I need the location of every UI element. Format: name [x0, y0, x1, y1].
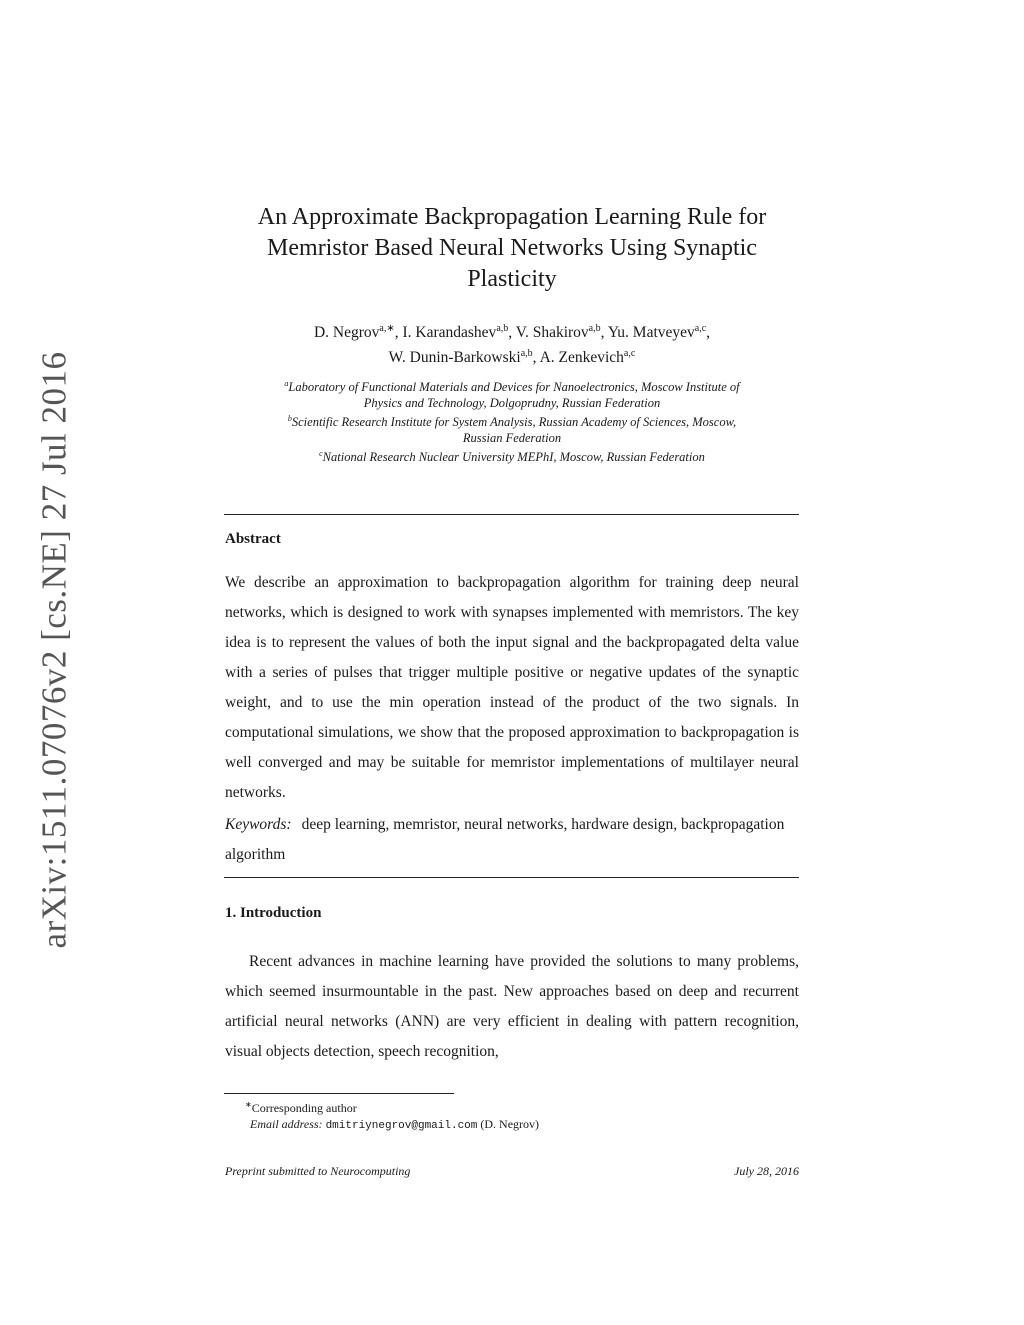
affiliation-text: Scientific Research Institute for System Analysis, Russian Academy of Sciences, Moscow,	[291, 415, 737, 430]
author-affil-mark: a,c	[623, 348, 636, 360]
affiliation-mark: b	[287, 414, 292, 424]
author-affil-mark: a,c	[694, 323, 707, 334]
affiliation	[225, 376, 799, 395]
affiliation	[225, 411, 799, 430]
affiliation-mark: a	[284, 379, 289, 388]
footer-journal: Preprint submitted to Neurocomputing	[225, 1164, 411, 1178]
author-affil-mark: a,b	[520, 348, 533, 360]
author-name: V. Shakirov	[515, 324, 589, 342]
author-affil-mark: a,b	[496, 323, 509, 334]
introduction-text: Recent advances in machine learning have provided the solutions to many problems, which seemed insurmountable in the past. New approaches based on deep and recurrent artificial neural networks (ANN) are very efficient in dealing with pattern recognition, visual objects detection, speech recognition,	[225, 953, 799, 1060]
author-name: D. Negrov	[313, 324, 380, 342]
email-link[interactable]: dmitriynegrov@gmail.com	[325, 1120, 478, 1132]
author-name: Yu. Matveyev	[607, 324, 695, 342]
footnote-rule	[224, 1093, 454, 1094]
footer-date: July 28, 2016	[734, 1164, 799, 1178]
email-owner: (D. Negrov)	[480, 1117, 540, 1131]
keywords-text: deep learning, memristor, neural networks, hardware design, backpropagation algorithm	[225, 816, 785, 863]
author-line: D. Negrov$^{a,∗}$, I. Karandashev$^{a,b}$, V. Shakirov$^{a,b}$, Yu. Matveyev$^{a,c}$,	[313, 323, 711, 342]
footnote-mark: ∗	[245, 1100, 252, 1109]
abstract-bottom-rule	[224, 877, 799, 878]
abstract-top-rule	[224, 514, 799, 515]
footnote-text: Corresponding author	[251, 1101, 357, 1115]
author-affil-mark: a,∗	[379, 323, 395, 334]
arxiv-identifier	[35, 351, 75, 949]
title-line: Plasticity	[467, 266, 557, 292]
affiliation	[225, 446, 799, 465]
author-affil-mark: a,b	[588, 323, 601, 334]
author-name: A. Zenkevich	[539, 349, 624, 367]
keywords	[225, 810, 799, 870]
affiliation-mark: c	[319, 449, 323, 459]
keywords-label: Keywords:	[225, 816, 292, 833]
title-line: An Approximate Backpropagation Learning Rule for	[257, 204, 767, 230]
author-line: W. Dunin-Barkowski$^{a,b}$, A. Zenkevich$^{a,c}$	[388, 348, 636, 367]
footnotes	[245, 1097, 805, 1134]
author-name: W. Dunin-Barkowski	[388, 349, 521, 367]
abstract-text: We describe an approximation to backpropagation algorithm for training deep neural networks, which is designed to work with synapses implemented with memristors. The key idea is to represent the values of both the input signal and the backpropagated delta value with a series of pulses that trigger multiple positive or negative updates of the synaptic weight, and to use the min operation instead of the product of the two signals. In computational simulations, we show that the proposed approximation to backpropagation is well converged and may be suitable for memristor implementations of multilayer neural networks.	[225, 574, 799, 801]
footnote-email	[245, 1116, 805, 1134]
affiliation-list	[225, 376, 799, 465]
author-name: I. Karandashev	[402, 324, 497, 342]
paper-title	[225, 202, 799, 295]
email-label: Email address:	[250, 1117, 323, 1131]
affiliation-continued: Russian Federation	[462, 431, 562, 446]
arxiv-identifier-text: arXiv:1511.07076v2 [cs.NE] 27 Jul 2016	[35, 351, 74, 949]
footnote-corresponding	[245, 1097, 805, 1116]
affiliation-continued: Physics and Technology, Dolgoprudny, Russian Federation	[363, 396, 661, 411]
author-list	[225, 318, 799, 368]
title-line: Memristor Based Neural Networks Using Synaptic	[267, 235, 757, 261]
affiliation-text: National Research Nuclear University MEPhI, Moscow, Russian Federation	[322, 450, 705, 465]
section-heading-introduction: 1. Introduction	[225, 905, 322, 921]
abstract-heading: Abstract	[225, 531, 281, 547]
affiliation-text: Laboratory of Functional Materials and Devices for Nanoelectronics, Moscow Institute of	[288, 380, 740, 395]
